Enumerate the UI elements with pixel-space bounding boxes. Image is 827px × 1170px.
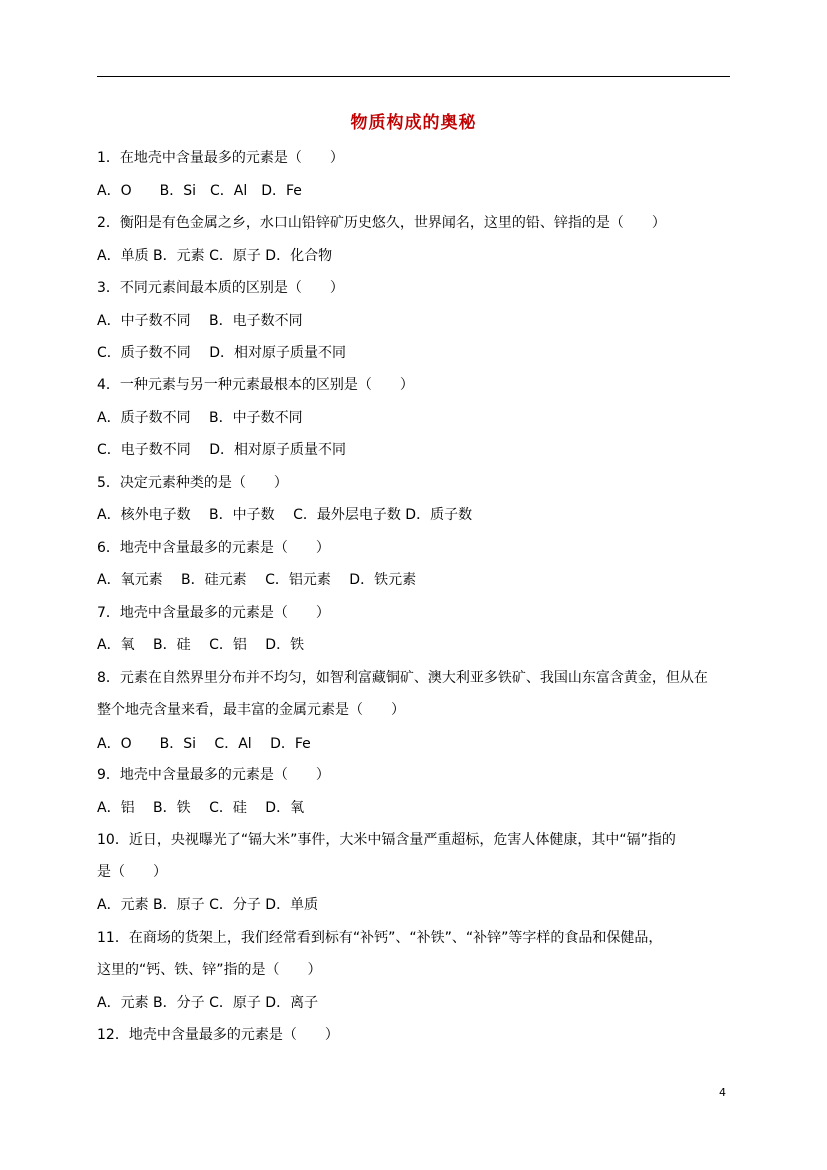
options-5: A．核外电子数 B．中子数 C．最外层电子数 D．质子数: [97, 507, 473, 523]
question-7: 7．地壳中含量最多的元素是（ ）: [97, 605, 330, 621]
question-10-cont: 是（ ）: [97, 864, 167, 880]
question-4: 4．一种元素与另一种元素最根本的区别是（ ）: [97, 377, 414, 393]
options-3a: A．中子数不同 B．电子数不同: [97, 313, 303, 329]
page-number: 4: [719, 1086, 726, 1099]
question-2: 2．衡阳是有色金属之乡，水口山铅锌矿历史悠久，世界闻名，这里的铅、锌指的是（ ）: [97, 215, 666, 231]
page-title: 物质构成的奥秘: [350, 113, 477, 133]
header-rule: [97, 76, 730, 77]
options-3b: C．质子数不同 D．相对原子质量不同: [97, 345, 347, 361]
options-9: A．铝 B．铁 C．硅 D．氧: [97, 800, 305, 816]
options-4a: A．质子数不同 B．中子数不同: [97, 410, 303, 426]
options-10: A．元素 B．原子 C．分子 D．单质: [97, 897, 319, 913]
question-6: 6．地壳中含量最多的元素是（ ）: [97, 540, 330, 556]
options-6: A．氧元素 B．硅元素 C．铝元素 D．铁元素: [97, 572, 417, 588]
options-7: A．氧 B．硅 C．铝 D．铁: [97, 637, 305, 653]
options-2: A．单质 B．元素 C．原子 D．化合物: [97, 248, 333, 264]
question-8: 8．元素在自然界里分布并不均匀，如智利富藏铜矿、澳大利亚多铁矿、我国山东富含黄金，但从在: [97, 670, 708, 686]
question-5: 5．决定元素种类的是（ ）: [97, 475, 288, 491]
question-11-cont: 这里的“钙、铁、锌”指的是（ ）: [97, 962, 322, 978]
question-1: 1．在地壳中含量最多的元素是（ ）: [97, 150, 344, 166]
options-4b: C．电子数不同 D．相对原子质量不同: [97, 442, 347, 458]
question-11: 11．在商场的货架上，我们经常看到标有“补钙”、“补铁”、“补锌”等字样的食品和保健品，: [97, 930, 663, 946]
question-9: 9．地壳中含量最多的元素是（ ）: [97, 767, 330, 783]
question-10: 10．近日，央视曝光了“镉大米”事件，大米中镉含量严重超标，危害人体健康，其中“镉”指的: [97, 832, 676, 848]
options-8: A．O B．Si C．Al D．Fe: [97, 736, 311, 752]
question-3: 3．不同元素间最本质的区别是（ ）: [97, 280, 344, 296]
question-8-cont: 整个地壳含量来看，最丰富的金属元素是（ ）: [97, 702, 405, 718]
question-12: 12．地壳中含量最多的元素是（ ）: [97, 1027, 339, 1043]
options-1: A．O B．Si C．Al D．Fe: [97, 183, 302, 199]
options-11: A．元素 B．分子 C．原子 D．离子: [97, 995, 319, 1011]
